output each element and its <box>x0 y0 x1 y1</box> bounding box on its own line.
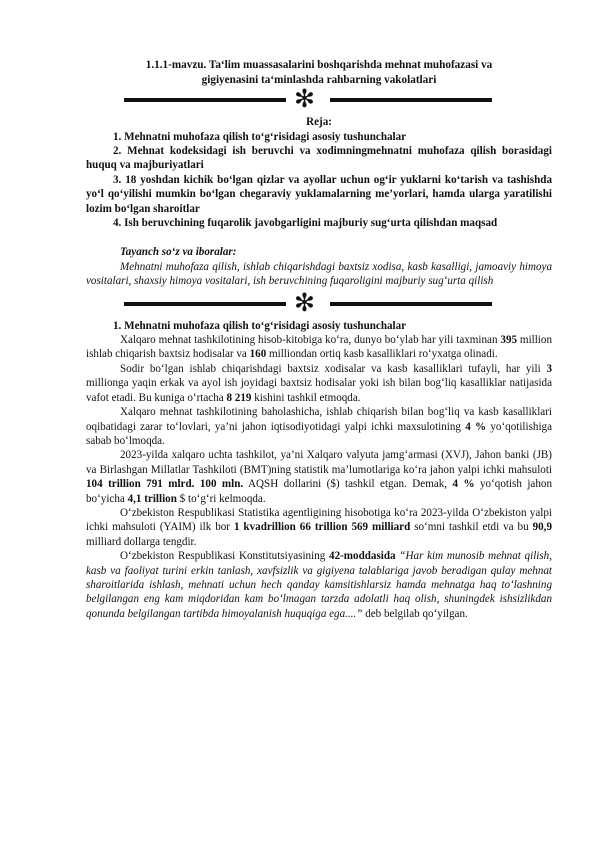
divider-line-left <box>124 302 286 306</box>
keywords-heading: Tayanch so‘z va iboralar: <box>120 246 237 259</box>
paragraph-4 <box>86 448 552 506</box>
text-run: 2023-yilda xalqaro uchta tashkilot, ya’ni Xalqaro valyuta jamg‘armasi (XVJ), Jahon banki (JB) va Birlashgan Millatlar Tashkiloti (BMT)ning statistik ma’lumotlariga ko‘ra jahon yalpi ichki mahsuloti <box>86 449 552 476</box>
ornamental-divider-2 <box>86 287 552 317</box>
divider-line-left <box>124 98 286 102</box>
text-run: O‘zbekiston Respublikasi Konstitutsiyasining <box>120 550 330 563</box>
paragraph-1 <box>86 333 552 362</box>
number-highlight: 395 <box>500 334 518 347</box>
text-run: $ to‘g‘ri kelmoqda. <box>176 492 266 505</box>
text-run: Sodir bo‘lgan ishlab chiqarishdagi baxtsiz xodisalar va kasb kasalliklari tufayli, har yili <box>120 362 547 375</box>
text-run: kishini tashkil etmoqda. <box>251 391 361 404</box>
number-highlight: 8 219 <box>226 391 252 404</box>
paragraph-3 <box>86 405 552 448</box>
number-highlight: 104 trillion 791 mlrd. 100 mln. <box>86 478 244 491</box>
text-run: O‘zbekiston Respublikasi Statistika agentligining hisobotiga ko‘ra 2023-yilda O‘zbekiston yalpi ichki mahsuloti (YAIM) ilk bor <box>86 506 552 534</box>
paragraph-2 <box>86 362 552 405</box>
number-highlight: 3 <box>546 362 552 375</box>
text-run: yo‘qotish jahon bo‘yicha <box>86 478 552 505</box>
divider-line-right <box>330 98 492 102</box>
article-reference: 42-moddasida <box>329 550 396 563</box>
number-highlight: 160 <box>249 348 267 361</box>
section-heading: 1. Mehnatni muhofaza qilish to‘g‘risidagi asosiy tushunchalar <box>113 319 407 332</box>
number-highlight: 1 kvadrillion 66 trillion 569 milliard <box>233 521 411 534</box>
plan-item-4: 4. Ish beruvchining fuqarolik javobgarligini majburiy sug‘urta qilishdan maqsad <box>113 217 498 230</box>
ornamental-divider <box>86 84 552 114</box>
text-run: deb belgilab qo‘yilgan. <box>362 607 468 620</box>
asterisk-icon: ✻ <box>294 287 315 317</box>
divider-line-right <box>330 302 492 306</box>
number-highlight: 90,9 <box>532 521 552 534</box>
plan-item-1: 1. Mehnatni muhofaza qilish to‘g‘risidagi asosiy tushunchalar <box>113 130 407 143</box>
paragraph-5 <box>86 506 552 549</box>
text-run: Xalqaro mehnat tashkilotining baholashicha, ishlab chiqarish bilan bog‘liq va kasb kasalliklari oqibatidagi zarar to‘lovlari, ya’ni jahon iqtisodiyotidagi yalpi ichki maxsulotining <box>86 406 552 433</box>
text-run: milliard dollarga tengdir. <box>86 535 197 548</box>
plan-item-3: 3. 18 yoshdan kichik bo‘lgan qizlar va ayollar uchun og‘ir yuklarni ko‘tarish va tashishda yo‘l qo‘yilishi mumkin bo‘lgan chegaraviy yuklamalarning me’yorlari, hamda ularga yaratilishi lozim bo‘lgan sharoitlar <box>86 173 552 215</box>
paragraph-6 <box>86 549 552 621</box>
plan-item-2: 2. Mehnat kodeksidagi ish beruvchi va xodimningmehnatni muhofaza qilish borasidagi huquq va majburiyatlari <box>86 145 552 172</box>
text-run: AQSH dollarini ($) tashkil etgan. Demak, <box>243 478 453 491</box>
text-run: milliondan ortiq kasb kasalliklari ro‘yxatga olinadi. <box>266 348 498 361</box>
document-title <box>86 58 552 87</box>
title-line-2: gigiyenasini ta‘minlashda rahbarning vakolatlari <box>201 73 437 86</box>
number-highlight: 4 % <box>465 420 487 433</box>
text-run: yo‘qotilishiga sabab bo‘lmoqda. <box>86 420 552 447</box>
text-run: millionga yaqin erkak va ayol ish joyidagi baxtsiz hodisalar yoki ish bilan bog‘liq kasalliklar natijasida vafot etadi. Bu kuniga o‘rtacha <box>86 377 552 404</box>
text-run: so‘mni tashkil etdi va bu <box>410 521 533 534</box>
title-line-1: 1.1.1-mavzu. Ta‘lim muassasalarini boshqarishda mehnat muhofazasi va <box>145 59 493 71</box>
document-page <box>86 58 552 621</box>
number-highlight: 4,1 trillion <box>127 492 177 505</box>
plan-heading: Reja: <box>306 116 332 129</box>
text-run: Xalqaro mehnat tashkilotining hisob-kitobiga ko‘ra, dunyo bo‘ylab har yili taxminan <box>120 334 501 347</box>
keywords-text: Mehnatni muhofaza qilish, ishlab chiqarishdagi baxtsiz xodisa, kasb kasalligi, jamoaviy himoya vositalari, shaxsiy himoya vositalari, ish beruvchining fuqaroligini majburiy sug‘urta qilish <box>86 260 552 288</box>
text-run: million ishlab chiqarish baxtsiz hodisalar va <box>86 334 552 361</box>
constitution-quote: “Har kim munosib mehnat qilish, kasb va faoliyat turini erkin tanlash, xavfsizlik va gigiyena talablariga javob beradigan qulay mehnat sharoitlarida ishlash, mehnati uchun hech qanday kamsitishlarsiz hamda mehnatga haq to‘lashning belgilangan eng kam miqdoridan kam bo‘lmagan tarzda adolatli haq olish, shuningdek ishsizlikdan qonunda belgilangan tartibda himoyalanish huquqiga ega....” <box>86 550 552 620</box>
number-highlight: 4 % <box>452 478 475 491</box>
asterisk-icon: ✻ <box>294 84 315 114</box>
